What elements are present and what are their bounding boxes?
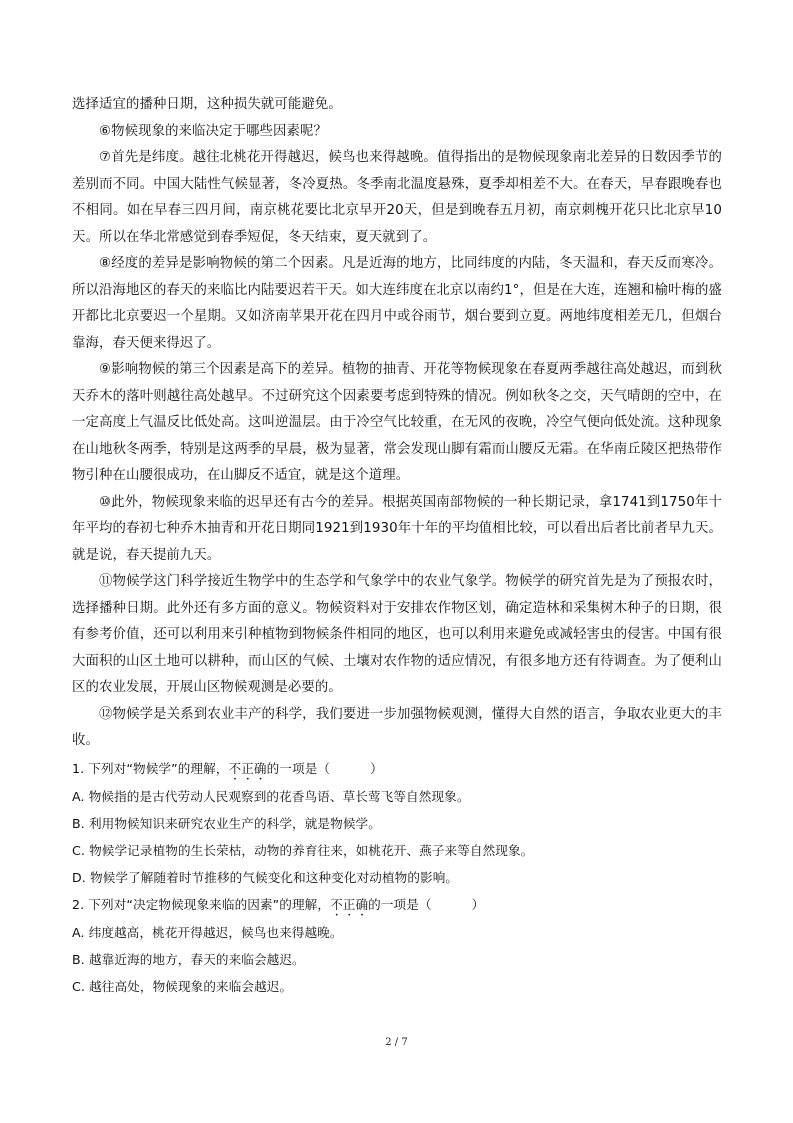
- paragraph-9: ⑨影响物候的第三个因素是高下的差异。植物的抽青、开花等物候现象在春夏两季越往高处越迟，而到秋天乔木的落叶则越往高处越早。不过研究这个因素要考虑到特殊的情况。例如秋冬之交，天气晴朗的空中，在一定高度上气温反比低处高。这叫逆温层。由于冷空气比较重，在无风的夜晚，冷空气便向低处流。这种现象在山地秋冬两季，特别是这两季的早晨，极为显著，常会发现山脚有霜而山腰反无霜。在华南丘陵区把热带作物引种在山腰很成功，在山脚反不适宜，就是这个道理。: [72, 362, 722, 483]
- page-number: 2 / 7: [385, 1037, 408, 1048]
- question-1-option-a: A. 物候指的是古代劳动人民观察到的花香鸟语、草长莺飞等自然现象。: [72, 788, 470, 804]
- paragraph-8: ⑧经度的差异是影响物候的第二个因素。凡是近海的地方，比同纬度的内陆，冬天温和，春天反而寒冷。所以沿海地区的春天的来临比内陆要迟若干天。如大连纬度在北京以南约1°，但是在大连，连翘和榆叶梅的盛开都比北京要迟一个星期。又如济南苹果开花在四月中或谷雨节，烟台要到立夏。两地纬度相差无几，但烟台靠海，春天便来得迟了。: [72, 256, 722, 351]
- paragraph-10: ⑩此外，物候现象来临的迟早还有古今的差异。根据英国南部物候的一种长期记录，拿1741到1750年十年平均的春初七种乔木抽青和开花日期同1921到1930年十年的平均值相比较，可以看出后者比前者早九天。就是说，春天提前九天。: [72, 494, 722, 563]
- question-2-option-b: B. 越靠近海的地方，春天的来临会越迟。: [72, 951, 305, 967]
- article-body: [72, 92, 722, 1000]
- question-1-stem: 1. 下列对“物候学”的理解，不正确的一项是（ ）: [72, 760, 383, 776]
- question-2-option-a: A. 纬度越高，桃花开得越迟，候鸟也来得越晚。: [72, 924, 343, 940]
- question-2-option-c: C. 越往高处，物候现象的来临会越迟。: [72, 978, 293, 994]
- question-2: [72, 891, 722, 1000]
- paragraph-6: ⑥物候现象的来临决定于哪些因素呢？: [99, 123, 327, 139]
- paragraph-continued: 选择适宜的播种日期，这种损失就可能避免。: [72, 97, 342, 112]
- question-1-option-b: B. 利用物候知识来研究农业生产的科学，就是物候学。: [72, 815, 381, 831]
- question-1-option-c: C. 物候学记录植物的生长荣枯，动物的养育往来，如桃花开、燕子来等自然现象。: [72, 842, 534, 858]
- question-2-stem: 2. 下列对“决定物候现象来临的因素”的理解，不正确的一项是（ ）: [72, 896, 485, 912]
- question-1: [72, 755, 722, 891]
- paragraph-12: ⑫物候学是关系到农业丰产的科学，我们要进一步加强物候观测，懂得大自然的语言，争取农业更大的丰收。: [72, 706, 722, 748]
- question-1-option-d: D. 物候学了解随着时节推移的气候变化和这种变化对动植物的影响。: [72, 869, 459, 885]
- paragraph-7: ⑦首先是纬度。越往北桃花开得越迟，候鸟也来得越晚。值得指出的是物候现象南北差异的日数因季节的差别而不同。中国大陆性气候显著，冬冷夏热。冬季南北温度悬殊，夏季却相差不大。在春天，早春跟晚春也不相同。如在早春三四月间，南京桃花要比北京早开20天，但是到晚春五月初，南京刺槐开花只比北京早10天。所以在华北常感觉到春季短促，冬天结束，夏天就到了。: [72, 150, 722, 245]
- emphasis-text: 不正确: [330, 896, 369, 912]
- paragraph-11: ⑪物候学这门科学接近生物学中的生态学和气象学中的农业气象学。物候学的研究首先是为了预报农时，选择播种日期。此外还有多方面的意义。物候资料对于安排农作物区划，确定造林和采集树木种子的日期，很有参考价值，还可以利用来引种植物到物候条件相同的地区，也可以利用来避免或减轻害虫的侵害。中国有很大面积的山区土地可以耕种，而山区的气候、土壤对农作物的适应情况，有很多地方还有待调查。为了便利山区的农业发展，开展山区物候观测是必要的。: [72, 574, 722, 695]
- emphasis-text: 不正确: [228, 760, 267, 776]
